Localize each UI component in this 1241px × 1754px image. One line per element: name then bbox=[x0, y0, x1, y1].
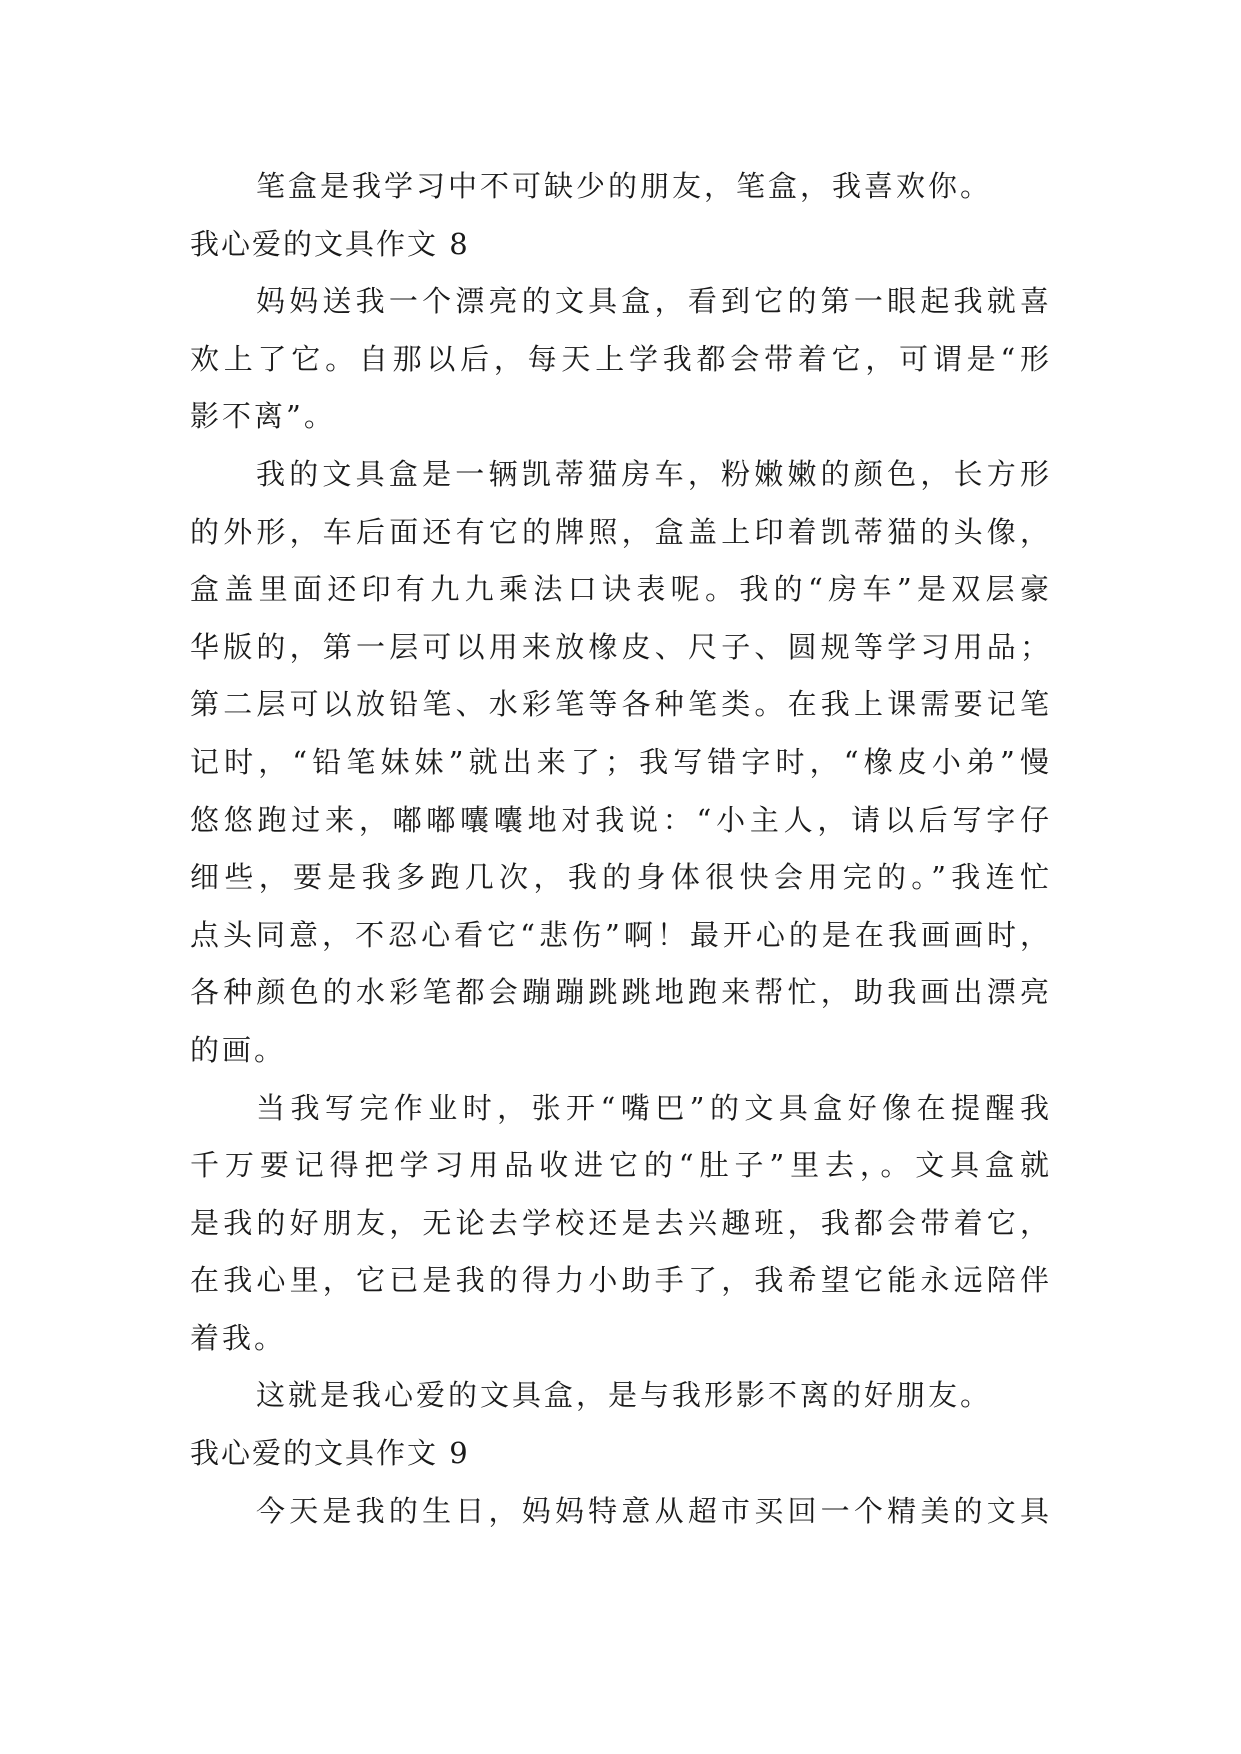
paragraph-line: 的外形，车后面还有它的牌照，盒盖上印着凯蒂猫的头像， bbox=[190, 514, 1052, 549]
essay-heading: 我心爱的文具作文 9 bbox=[190, 1436, 470, 1471]
paragraph-line: 影不离”。 bbox=[190, 399, 336, 434]
essay-body bbox=[190, 158, 1052, 1540]
paragraph-line: 细些，要是我多跑几次，我的身体很快会用完的。”我连忙 bbox=[190, 860, 1052, 895]
paragraph-line: 笔盒是我学习中不可缺少的朋友，笔盒，我喜欢你。 bbox=[256, 169, 993, 203]
paragraph-line: 在我心里，它已是我的得力小助手了，我希望它能永远陪伴 bbox=[190, 1263, 1052, 1298]
paragraph-line: 第二层可以放铅笔、水彩笔等各种笔类。在我上课需要记笔 bbox=[190, 687, 1052, 722]
paragraph-line: 各种颜色的水彩笔都会蹦蹦跳跳地跑来帮忙，助我画出漂亮 bbox=[190, 975, 1052, 1010]
paragraph-line: 今天是我的生日，妈妈特意从超市买回一个精美的文具 bbox=[256, 1493, 1052, 1528]
paragraph-line: 这就是我心爱的文具盒，是与我形影不离的好朋友。 bbox=[256, 1378, 993, 1413]
paragraph-line: 华版的，第一层可以用来放橡皮、尺子、圆规等学习用品； bbox=[190, 629, 1052, 664]
paragraph-line: 的画。 bbox=[190, 1032, 287, 1067]
paragraph-line: 点头同意，不忍心看它“悲伤”啊！最开心的是在我画画时， bbox=[190, 917, 1052, 952]
paragraph-line: 千万要记得把学习用品收进它的“肚子”里去，。文具盒就 bbox=[190, 1148, 1052, 1183]
paragraph-line: 盒盖里面还印有九九乘法口诀表呢。我的“房车”是双层豪 bbox=[190, 572, 1052, 607]
paragraph-line: 是我的好朋友，无论去学校还是去兴趣班，我都会带着它， bbox=[190, 1205, 1052, 1240]
paragraph-line: 当我写完作业时，张开“嘴巴”的文具盒好像在提醒我 bbox=[256, 1090, 1052, 1125]
paragraph-line: 着我。 bbox=[190, 1320, 287, 1355]
essay-heading: 我心爱的文具作文 8 bbox=[190, 226, 470, 261]
paragraph-line: 我的文具盒是一辆凯蒂猫房车，粉嫩嫩的颜色，长方形 bbox=[256, 456, 1052, 491]
paragraph-line: 妈妈送我一个漂亮的文具盒，看到它的第一眼起我就喜 bbox=[256, 284, 1052, 319]
paragraph-line: 欢上了它。自那以后，每天上学我都会带着它，可谓是“形 bbox=[190, 341, 1052, 376]
paragraph-line: 记时，“铅笔妹妹”就出来了；我写错字时，“橡皮小弟”慢 bbox=[190, 744, 1052, 779]
paragraph-line: 悠悠跑过来，嘟嘟囔囔地对我说：“小主人，请以后写字仔 bbox=[190, 802, 1052, 837]
